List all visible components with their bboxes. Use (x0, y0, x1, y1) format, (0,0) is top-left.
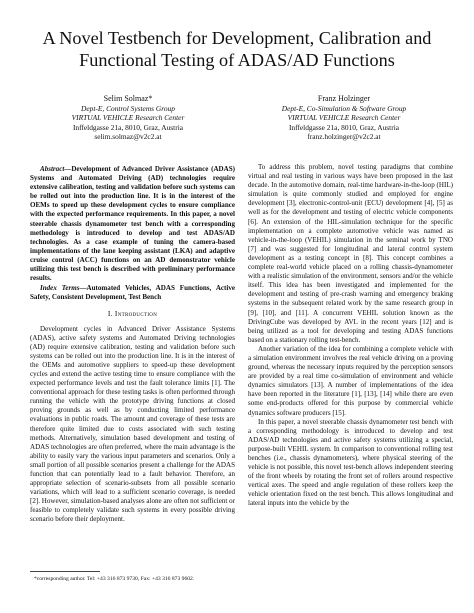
paper-title: A Novel Testbench for Development, Calibration and Functional Testing of ADAS/AD Functions (42, 28, 432, 70)
author-block-2 (246, 94, 442, 142)
body-paragraph-1: To address this problem, novel testing paradigms that combine virtual and real testing in various ways have been proposed in the last decade. In the automotive domain, real-time hardware-in-the-loop (HIL) simulation is quite commonly studied and employed for engine development [3], electronic-control-unit (ECU) development [4], [5] as well as for the development and testing of electric vehicle components [6]. An extension of the HIL-simulation technique for the specific implementation on a complete automotive vehicle was named as vehicle-in-the-loop (VEHIL) simulation in the seminal work by TNO [7] and was suggested for longitudinal and lateral control system development as a testing concept in [8]. This concept combines a complete real-world vehicle placed on a rolling chassis-dynamometer with a realistic simulation of the environment, sensors and/or the vehicle itself. This idea has been investigated and implemented for the development and testing of pre-crash warning and emergency braking systems in the subsequent related work by the same research group in [9], [10], and [11]. A concurrent VEHIL solution known as the DrivingCube was developed by AVL in the recent years [12] and is being utilized as a tool for developing and testing ADAS functions based on a stationary rolling test-bench. (248, 163, 453, 344)
body-paragraph-2: Another variation of the idea for combining a complete vehicle with a simulation environment involves the real vehicle driving on a proving ground, whereas the necessary inputs required by the perception sensors are provided by a real time co-simulation of environment and vehicle dynamics simulators [13]. A number of implementations of the idea have been reported in the literature [1], [13], [14] while there are even some end-products offered for this purpose by commercial vehicle dynamics software producers [15]. (248, 344, 453, 417)
author-block-1 (30, 94, 226, 142)
abstract-label: Abstract (40, 165, 65, 173)
author-address: Inffeldgasse 21a, 8010, Graz, Austria (288, 122, 400, 132)
abstract (30, 165, 235, 283)
right-column (248, 163, 453, 509)
section-heading: I. Introduction (107, 309, 158, 319)
index-terms-text: —Automated Vehicles, ADAS Functions, Active Safety, Consistent Development, Test Bench (30, 284, 235, 302)
index-terms-label: Index Terms (40, 284, 80, 293)
author-department: Dept-E, Control Systems Group (81, 103, 175, 113)
abstract-text: —Development of Advanced Driver Assistance (ADAS) Systems and Automated Driving (AD) technologies require extensive calibration, testing and validation before such systems can be rolled out into the production line. It is in the interest of the OEMs to speed up these development cycles to ensure compliance with the expected performance requirements. In this paper, a novel steerable chassis dynamometer test bench with a corresponding methodology is introduced to develop and test ADAS/AD technologies. As a case example of tuning the camera-based implementations of the lane keeping assistant (LKA) and adaptive cruise control (ACC) functions on an AD demonstrator vehicle utilizing this test bench is described with preliminary performance results. (30, 165, 235, 283)
left-column (30, 165, 235, 525)
footnote-divider (30, 571, 100, 572)
index-terms (30, 284, 235, 302)
author-name: Franz Holzinger (317, 94, 371, 103)
author-email: selim.solmaz@v2c2.at (94, 132, 162, 142)
author-department: Dept-E, Co-Simulation & Software Group (281, 103, 407, 113)
author-address: Inffeldgasse 21a, 8010, Graz, Austria (72, 122, 184, 132)
author-email: franz.holzinger@v2c2.at (307, 132, 381, 142)
footnote: *corresponding author. Tel: +43 316 873 9730, Fax: +43 316 873 9602. (34, 576, 195, 582)
author-name: Selim Solmaz* (103, 94, 153, 103)
body-paragraph-3: In this paper, a novel steerable chassis dynamometer test bench with a corresponding methodology is introduced to develop and test ADAS/AD technologies and active safety systems utilizing a special, purpose-built VEHIL system. In comparison to conventional rolling test benches (i.e., chassis dynamometers), where physical steering of the vehicle is not possible, this novel test-bench allows independent steering of the front wheels by rotating the front set of rollers around respective vertical axes. The speed and angle regulation of these rollers keep the vehicle orientation fixed on the test bench. This allows longitudinal and lateral inputs into the vehicle by the (248, 417, 453, 508)
author-organization: VIRTUAL VEHICLE Research Center (71, 113, 185, 123)
author-organization: VIRTUAL VEHICLE Research Center (287, 113, 401, 123)
intro-paragraph: Development cycles in Advanced Driver Assistance Systems (ADAS), active safety systems and Automated Driving technologies (AD) require extensive calibration, testing and validation before such systems can be rolled out into the production line. It is in the interest of the OEMs and automotive suppliers to speed-up these development cycles and extend the active testing time to ensure compliance with the expected performance levels and test the fault tolerance limits [1]. The conventional approach for these testing tasks is often performed through running the vehicle with the prototype driving functions at closed proving grounds as well as by conducting limited performance evaluations in public roads. The amount and coverage of these tests are therefore quite limited due to costs associated with such testing methods. Alternatively, simulation based development and testing of ADAS technologies are often preferred, where the main advantage is the ability to easily vary the various input parameters and scenarios. Only a small portion of all possible scenarios present a challenge for the ADAS function that can potentially lead to a fault behavior. Therefore, an appropriate selection of scenario-subsets from all possible scenario variations, which will lead to a sufficient scenario coverage, is needed [2]. However, simulation-based analyses alone are often not sufficient or feasible to completely validate such systems in every possible driving scenario before their deployment. (30, 324, 235, 524)
